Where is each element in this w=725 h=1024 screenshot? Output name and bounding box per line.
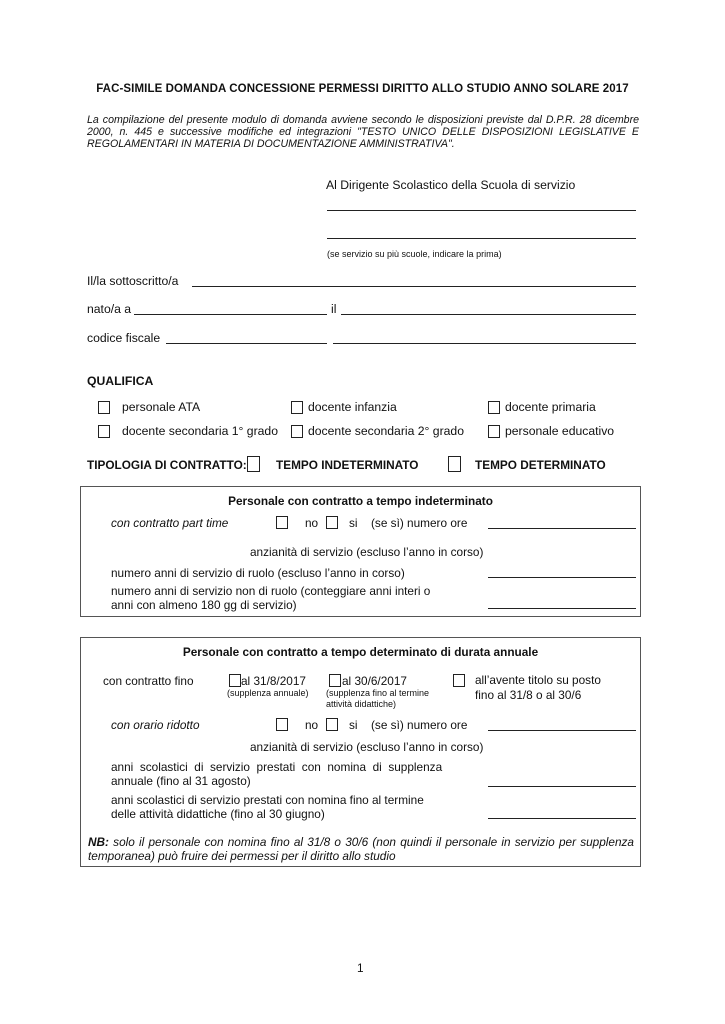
checkbox-docente-secondaria-1[interactable] [98, 425, 110, 438]
si-label: si [349, 718, 358, 732]
anni-ruolo-label: numero anni di servizio di ruolo (escluso l’anno in corso) [111, 566, 405, 580]
no-label: no [305, 718, 319, 732]
qualifica-option-label: personale ATA [122, 400, 201, 414]
nb-text: solo il personale con nomina fino al 31/8 o 30/6 (non quindi il personale in servizio per supplenza temporanea) può fruire dei permessi per il diritto allo studio [88, 835, 634, 863]
sottoscritto-label: Il/la sottoscritto/a [87, 274, 179, 288]
no-label: no [305, 516, 319, 530]
anni-supplenza-label-1: anni scolastici di servizio prestati con nomina di supplenza [111, 760, 443, 774]
anzianita-label: anzianità di servizio (escluso l’anno in corso) [250, 740, 484, 754]
checkbox-tempo-indeterminato[interactable] [247, 456, 260, 472]
recipient-note: (se servizio su più scuole, indicare la prima) [327, 249, 502, 259]
si-label: si [349, 516, 358, 530]
checkbox-part-time-si[interactable] [326, 516, 338, 529]
fino-30-6-note-2: attività didattiche) [326, 699, 397, 709]
recipient-label: Al Dirigente Scolastico della Scuola di servizio [326, 178, 576, 192]
tempo-determinato-label: TEMPO DETERMINATO [475, 458, 606, 472]
qualifica-option-label: docente secondaria 1° grado [122, 424, 278, 438]
checkbox-fino-30-6[interactable] [329, 674, 341, 687]
checkbox-avente-titolo[interactable] [453, 674, 465, 687]
codice-fiscale-field-1[interactable] [166, 343, 327, 344]
checkbox-part-time-no[interactable] [276, 516, 288, 529]
nb-note [88, 835, 634, 863]
checkbox-docente-infanzia[interactable] [291, 401, 303, 414]
anni-supplenza-label-2: annuale (fino al 31 agosto) [111, 774, 251, 788]
fino-30-6-label: al 30/6/2017 [342, 674, 407, 688]
qualifica-option-label: personale educativo [505, 424, 615, 438]
fino-31-8-note: (supplenza annuale) [227, 688, 309, 698]
numero-ore-field[interactable] [488, 730, 636, 731]
qualifica-option-label: docente primaria [505, 400, 596, 414]
il-label: il [331, 302, 337, 316]
anni-non-ruolo-label-2: anni con almeno 180 gg di servizio) [111, 598, 297, 612]
recipient-line-1[interactable] [327, 210, 636, 211]
checkbox-personale-ata[interactable] [98, 401, 110, 414]
date-field[interactable] [341, 314, 636, 315]
nb-label: NB: [88, 835, 109, 849]
checkbox-tempo-determinato[interactable] [448, 456, 461, 472]
checkbox-fino-31-8[interactable] [229, 674, 241, 687]
anni-termine-label-2: delle attività didattiche (fino al 30 giugno) [111, 807, 325, 821]
anni-termine-label-1: anni scolastici di servizio prestati con nomina fino al termine [111, 793, 424, 807]
avente-titolo-label-2: fino al 31/8 o al 30/6 [475, 688, 582, 702]
qualifica-option-label: docente secondaria 2° grado [308, 424, 464, 438]
section-determinato-heading: Personale con contratto a tempo determinato di durata annuale [182, 645, 539, 659]
nato-label: nato/a a [87, 302, 132, 316]
orario-ridotto-label: con orario ridotto [111, 718, 200, 732]
nato-field[interactable] [134, 314, 327, 315]
anni-non-ruolo-field[interactable] [488, 608, 636, 609]
anni-ruolo-field[interactable] [488, 577, 636, 578]
anni-supplenza-field[interactable] [488, 786, 636, 787]
checkbox-orario-ridotto-si[interactable] [326, 718, 338, 731]
checkbox-docente-secondaria-2[interactable] [291, 425, 303, 438]
numero-ore-field[interactable] [488, 528, 636, 529]
tempo-indeterminato-label: TEMPO INDETERMINATO [276, 458, 419, 472]
part-time-label: con contratto part time [111, 516, 229, 530]
checkbox-personale-educativo[interactable] [488, 425, 500, 438]
qualifica-heading: QUALIFICA [87, 374, 154, 388]
avente-titolo-label-1: all’avente titolo su posto [475, 673, 601, 687]
qualifica-option-label: docente infanzia [308, 400, 397, 414]
fino-30-6-note-1: (supplenza fino al termine [326, 688, 430, 698]
codice-fiscale-label: codice fiscale [87, 331, 161, 345]
anni-non-ruolo-label-1: numero anni di servizio non di ruolo (conteggiare anni interi o [111, 584, 431, 598]
recipient-line-2[interactable] [327, 238, 636, 239]
checkbox-orario-ridotto-no[interactable] [276, 718, 288, 731]
sottoscritto-field[interactable] [192, 286, 636, 287]
numero-ore-label: (se sì) numero ore [371, 718, 468, 732]
fino-31-8-label: al 31/8/2017 [241, 674, 306, 688]
codice-fiscale-field-2[interactable] [333, 343, 636, 344]
anzianita-label: anzianità di servizio (escluso l’anno in corso) [250, 545, 484, 559]
intro-paragraph: La compilazione del presente modulo di domanda avviene secondo le disposizioni previste dal D.P.R. 28 dicembre 2000, n. 445 e successive modifiche ed integrazioni "TESTO UNICO DELLE DISPOSIZIONI LEGISLATIVE E REGOLAMENTARI IN MATERIA DI DOCUMENTAZIONE AMMINISTRATIVA". [87, 114, 639, 150]
numero-ore-label: (se sì) numero ore [371, 516, 468, 530]
checkbox-docente-primaria[interactable] [488, 401, 500, 414]
anni-termine-field[interactable] [488, 818, 636, 819]
section-indeterminato-heading: Personale con contratto a tempo indeterminato [228, 494, 493, 508]
contratto-fino-label: con contratto fino [103, 674, 194, 688]
document-title: FAC-SIMILE DOMANDA CONCESSIONE PERMESSI DIRITTO ALLO STUDIO ANNO SOLARE 2017 [96, 83, 629, 95]
page-number: 1 [357, 961, 364, 975]
contratto-label: TIPOLOGIA DI CONTRATTO: [87, 458, 247, 472]
